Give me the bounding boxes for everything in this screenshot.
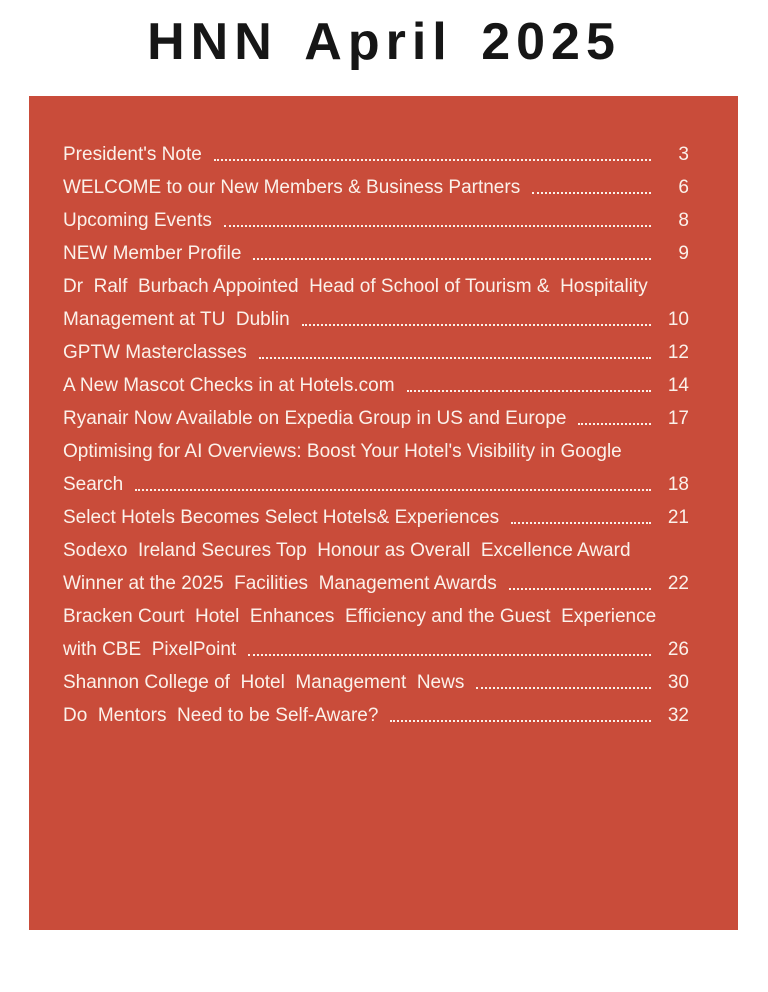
toc-leader-dots — [302, 324, 651, 326]
toc-row — [63, 402, 689, 435]
toc-entry-label: Dr Ralf Burbach Appointed Head of School of Tourism & Hospitality — [63, 276, 648, 297]
toc-entry-label: WELCOME to our New Members & Business Partners — [63, 177, 521, 198]
toc-leader-dots — [259, 357, 651, 359]
toc-leader-dots — [476, 687, 651, 689]
toc-page-number: 26 — [667, 639, 689, 660]
toc-entry-label: Sodexo Ireland Secures Top Honour as Overall Excellence Award — [63, 540, 631, 561]
toc-row — [63, 369, 689, 402]
toc-row — [63, 171, 689, 204]
toc-entry-label: with CBE PixelPoint — [63, 639, 237, 660]
toc-page-number: 9 — [678, 243, 689, 264]
toc-leader-dots — [509, 588, 651, 590]
toc-entry-label: Do Mentors Need to be Self-Aware? — [63, 705, 379, 726]
toc-leader-dots — [135, 489, 651, 491]
toc-leader-dots — [214, 159, 651, 161]
toc-row — [63, 534, 689, 567]
toc-row — [63, 567, 689, 600]
toc-entry-label: Search — [63, 474, 124, 495]
toc-page-number: 17 — [667, 408, 689, 429]
toc-row — [63, 237, 689, 270]
toc-leader-dots — [532, 192, 651, 194]
toc-page-number: 14 — [667, 375, 689, 396]
toc-row — [63, 699, 689, 732]
page-title: HNN April 2025 — [147, 13, 621, 71]
toc-entry-label: Bracken Court Hotel Enhances Efficiency and the Guest Experience — [63, 606, 657, 627]
toc-entry-label: A New Mascot Checks in at Hotels.com — [63, 375, 395, 396]
toc-row — [63, 336, 689, 369]
toc-page-number: 18 — [667, 474, 689, 495]
toc-page-number: 3 — [678, 144, 689, 165]
toc-leader-dots — [253, 258, 651, 260]
toc-entry-label: NEW Member Profile — [63, 243, 242, 264]
toc-entry-label: Select Hotels Becomes Select Hotels& Experiences — [63, 507, 500, 528]
toc-leader-dots — [390, 720, 651, 722]
toc-row — [63, 633, 689, 666]
toc-page-number: 8 — [678, 210, 689, 231]
toc-entry-label: Upcoming Events — [63, 210, 212, 231]
toc-entry-label: Winner at the 2025 Facilities Management Awards — [63, 573, 497, 594]
toc-entry-label: Shannon College of Hotel Management News — [63, 672, 465, 693]
toc-leader-dots — [224, 225, 651, 227]
toc-row — [63, 600, 689, 633]
toc-page-number: 10 — [667, 309, 689, 330]
toc-row — [63, 303, 689, 336]
toc-row — [63, 138, 689, 171]
toc-row — [63, 435, 689, 468]
toc-list — [29, 96, 738, 732]
toc-entry-label: Management at TU Dublin — [63, 309, 290, 330]
toc-page-number: 30 — [667, 672, 689, 693]
toc-entry-label: President's Note — [63, 144, 202, 165]
toc-page-number: 12 — [667, 342, 689, 363]
toc-row — [63, 501, 689, 534]
toc-row — [63, 204, 689, 237]
toc-entry-label: Ryanair Now Available on Expedia Group in US and Europe — [63, 408, 567, 429]
toc-entry-label: Optimising for AI Overviews: Boost Your Hotel's Visibility in Google — [63, 441, 622, 462]
toc-page-number: 32 — [667, 705, 689, 726]
toc-leader-dots — [248, 654, 651, 656]
toc-panel — [29, 96, 738, 930]
toc-row — [63, 468, 689, 501]
toc-row — [63, 666, 689, 699]
toc-row — [63, 270, 689, 303]
toc-leader-dots — [578, 423, 651, 425]
toc-page-number: 22 — [667, 573, 689, 594]
toc-page-number: 6 — [678, 177, 689, 198]
toc-leader-dots — [511, 522, 651, 524]
toc-page-number: 21 — [667, 507, 689, 528]
toc-leader-dots — [407, 390, 651, 392]
toc-entry-label: GPTW Masterclasses — [63, 342, 247, 363]
